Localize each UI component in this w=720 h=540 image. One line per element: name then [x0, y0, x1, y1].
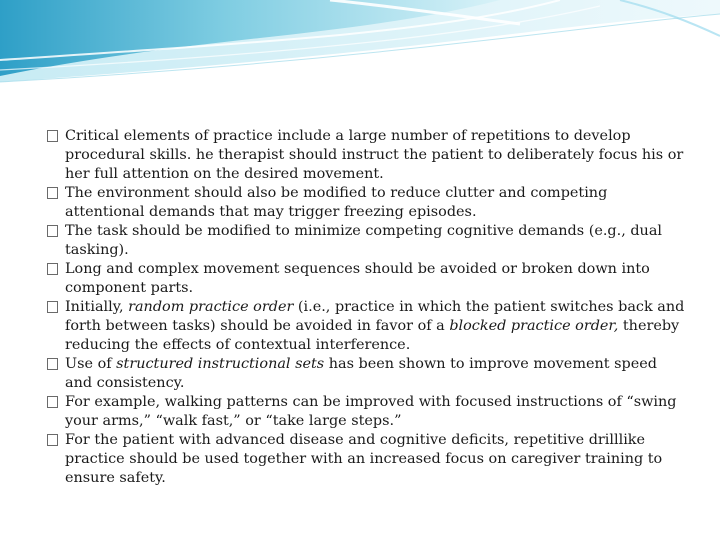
bullet-text: Critical elements of practice include a large number of repetitions to develop procedural skills. he therapist should instruct the patient to deliberately focus his or her full attention on the desired movement.: [65, 128, 684, 182]
bullet-list: [47, 127, 687, 488]
bullet-box-icon: [47, 396, 58, 408]
bullet-item: [47, 355, 687, 393]
bullet-text: Long and complex movement sequences should be avoided or broken down into component parts.: [65, 261, 650, 296]
bullet-box-icon: [47, 187, 58, 199]
bullet-item: [47, 393, 687, 431]
bullet-text: Use of: [65, 356, 117, 372]
bullet-box-icon: [47, 263, 58, 275]
bullet-item: [47, 184, 687, 222]
bullet-text: Initially,: [65, 299, 129, 315]
bullet-box-icon: [47, 130, 58, 142]
bullet-text: (i.e., practice in which the patient switches back and forth between tasks) should be avoided in favor of a: [65, 299, 685, 334]
bullet-item: [47, 127, 687, 184]
bullet-item: [47, 298, 687, 355]
decorative-wave-banner: [0, 0, 720, 90]
bullet-text: thereby reducing the effects of contextual interference.: [65, 318, 680, 353]
bullet-item: [47, 260, 687, 298]
bullet-box-icon: [47, 434, 58, 446]
bullet-text: The environment should also be modified to reduce clutter and competing attentional demands that may trigger freezing episodes.: [65, 185, 608, 220]
bullet-item: [47, 222, 687, 260]
bullet-text: For example, walking patterns can be improved with focused instructions of “swing your arms,” “walk fast,” or “take large steps.”: [65, 394, 677, 429]
bullet-box-icon: [47, 358, 58, 370]
emphasized-text: random practice order: [128, 299, 294, 315]
emphasized-text: blocked practice order,: [449, 318, 619, 334]
bullet-text: has been shown to improve movement speed and consistency.: [65, 356, 657, 391]
bullet-box-icon: [47, 225, 58, 237]
bullet-box-icon: [47, 301, 58, 313]
emphasized-text: structured instructional sets: [116, 356, 325, 372]
bullet-item: [47, 431, 687, 488]
bullet-text: For the patient with advanced disease and cognitive deficits, repetitive drilllike practice should be used together with an increased focus on caregiver training to ensure safety.: [65, 432, 663, 486]
bullet-text: The task should be modified to minimize competing cognitive demands (e.g., dual tasking).: [65, 223, 663, 258]
